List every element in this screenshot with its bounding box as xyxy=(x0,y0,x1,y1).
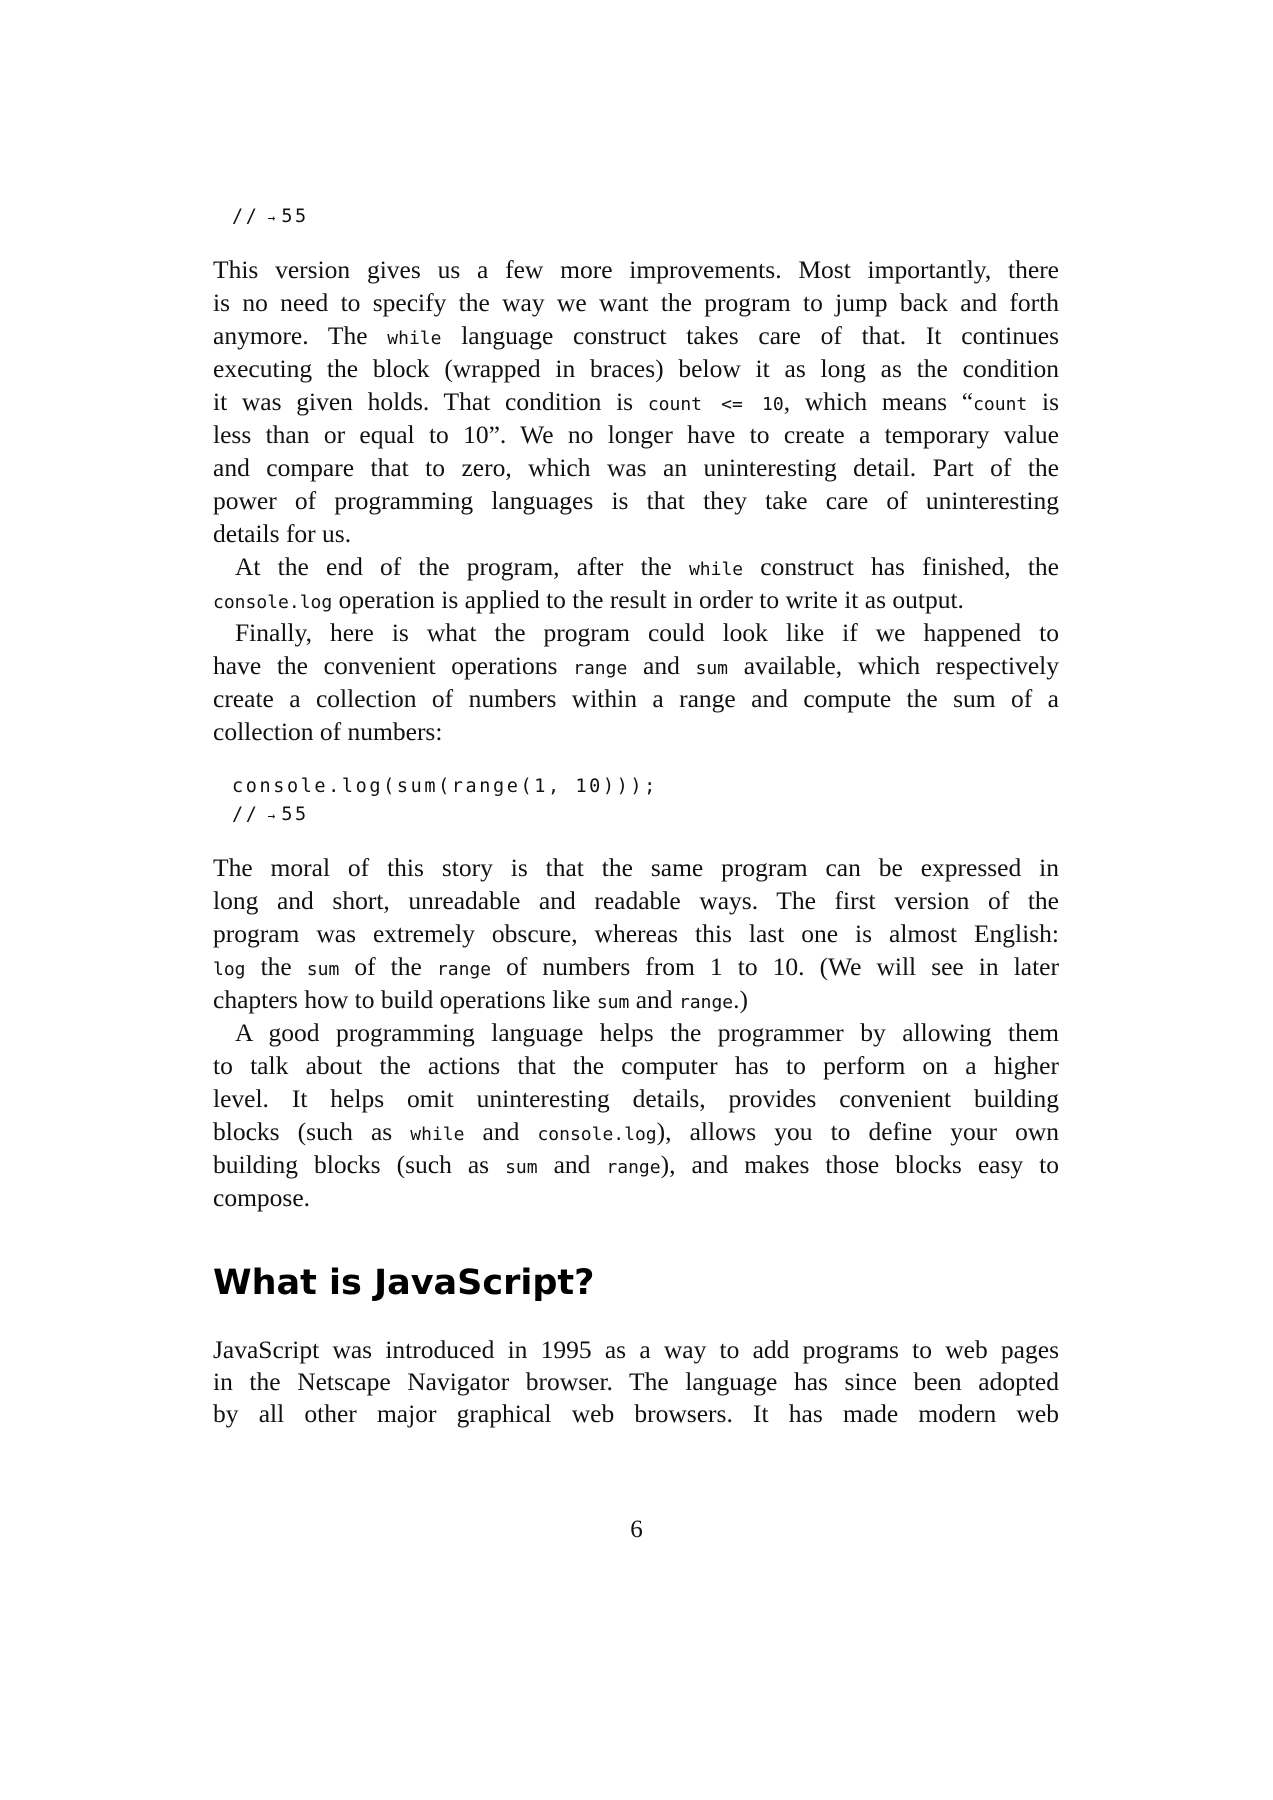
text-span: it was given holds. That condition is xyxy=(213,387,648,416)
text-line: power of programming languages is that they take care of uninteresting xyxy=(213,486,1059,515)
text-line: compose. xyxy=(213,1183,311,1212)
text-line xyxy=(213,985,1059,1015)
inline-code: console.log xyxy=(213,592,333,613)
arrow-icon: → xyxy=(267,809,276,824)
inline-code: range xyxy=(573,658,628,679)
inline-code: sum xyxy=(695,658,729,679)
text-span: anymore. The xyxy=(213,321,388,350)
text-line: in the Netscape Navigator browser. The language has since been adopted xyxy=(213,1367,1059,1396)
text-span: of numbers from 1 to 10. (We will see in later xyxy=(491,952,1059,981)
page-number: 6 xyxy=(630,1516,643,1543)
inline-code: while xyxy=(410,1124,465,1145)
code-line xyxy=(232,803,309,829)
inline-code: while xyxy=(387,328,442,349)
text-span: chapters how to build operations like xyxy=(213,985,597,1014)
text-line: collection of numbers: xyxy=(213,717,443,746)
text-line: less than or equal to 10”. We no longer have to create a temporary value xyxy=(213,420,1059,449)
inline-code: console.log xyxy=(537,1124,657,1145)
text-span: blocks (such as xyxy=(213,1117,411,1146)
text-span: building blocks (such as xyxy=(213,1150,506,1179)
text-line: by all other major graphical web browsers. It has made modern web xyxy=(213,1399,1059,1428)
inline-code: count xyxy=(973,394,1028,415)
text-line: program was extremely obscure, whereas this last one is almost English: xyxy=(213,919,1059,948)
comment-slashes: // xyxy=(232,804,260,825)
text-span: ), allows you to define your own xyxy=(656,1117,1059,1146)
text-line: This version gives us a few more improvements. Most importantly, there xyxy=(213,255,1059,284)
inline-code: sum xyxy=(596,992,630,1013)
text-line: The moral of this story is that the same program can be expressed in xyxy=(213,853,1059,882)
text-line xyxy=(213,585,1059,615)
text-span: the xyxy=(245,952,307,981)
output-value: 55 xyxy=(281,804,309,825)
text-span: of the xyxy=(339,952,437,981)
arrow-icon: → xyxy=(267,211,276,226)
text-span: At the end of the program, after the xyxy=(235,552,689,581)
text-span: ), and makes those blocks easy to xyxy=(660,1150,1059,1179)
text-line: and compare that to zero, which was an uninteresting detail. Part of the xyxy=(213,453,1059,482)
inline-code: range xyxy=(606,1157,661,1178)
text-line: level. It helps omit uninteresting details, provides convenient building xyxy=(213,1084,1059,1113)
text-line: JavaScript was introduced in 1995 as a way to add programs to web pages xyxy=(213,1335,1059,1364)
text-span: and xyxy=(627,651,696,680)
text-line xyxy=(235,552,1059,582)
text-line: long and short, unreadable and readable ways. The first version of the xyxy=(213,886,1059,915)
output-value: 55 xyxy=(281,206,309,227)
text-span: .) xyxy=(733,985,748,1014)
text-span: operation is applied to the result in order to write it as output. xyxy=(332,585,964,614)
text-span: , which means “ xyxy=(783,387,974,416)
text-line: A good programming language helps the programmer by allowing them xyxy=(235,1018,1059,1047)
text-span: construct has finished, the xyxy=(743,552,1059,581)
text-line xyxy=(213,651,1059,681)
text-span: have the convenient operations xyxy=(213,651,574,680)
text-line: to talk about the actions that the computer has to perform on a higher xyxy=(213,1051,1059,1080)
text-line: executing the block (wrapped in braces) below it as long as the condition xyxy=(213,354,1059,383)
text-span: is xyxy=(1027,387,1059,416)
inline-code: range xyxy=(678,992,734,1013)
inline-code: count <= 10 xyxy=(647,394,784,415)
section-heading: What is JavaScript? xyxy=(213,1263,595,1303)
text-span: language construct takes care of that. It continues xyxy=(441,321,1059,350)
text-line xyxy=(213,1117,1059,1147)
text-line: details for us. xyxy=(213,519,352,548)
code-block-output-comment xyxy=(232,205,309,231)
text-line xyxy=(213,321,1059,351)
text-span: and xyxy=(464,1117,538,1146)
text-span: and xyxy=(629,985,679,1014)
text-line xyxy=(213,952,1059,982)
inline-code: sum xyxy=(505,1157,538,1178)
text-line: Finally, here is what the program could look like if we happened to xyxy=(235,618,1059,647)
text-span: and xyxy=(537,1150,607,1179)
inline-code: log xyxy=(213,959,246,980)
code-line: console.log(sum(range(1, 10))); xyxy=(232,776,658,797)
inline-code: while xyxy=(688,559,744,580)
text-line xyxy=(213,387,1059,417)
text-line: is no need to specify the way we want the program to jump back and forth xyxy=(213,288,1059,317)
text-line xyxy=(213,1150,1059,1180)
comment-slashes: // xyxy=(232,206,260,227)
text-span: available, which respectively xyxy=(728,651,1059,680)
text-line: create a collection of numbers within a range and compute the sum of a xyxy=(213,684,1059,713)
inline-code: sum xyxy=(306,959,340,980)
inline-code: range xyxy=(436,959,492,980)
